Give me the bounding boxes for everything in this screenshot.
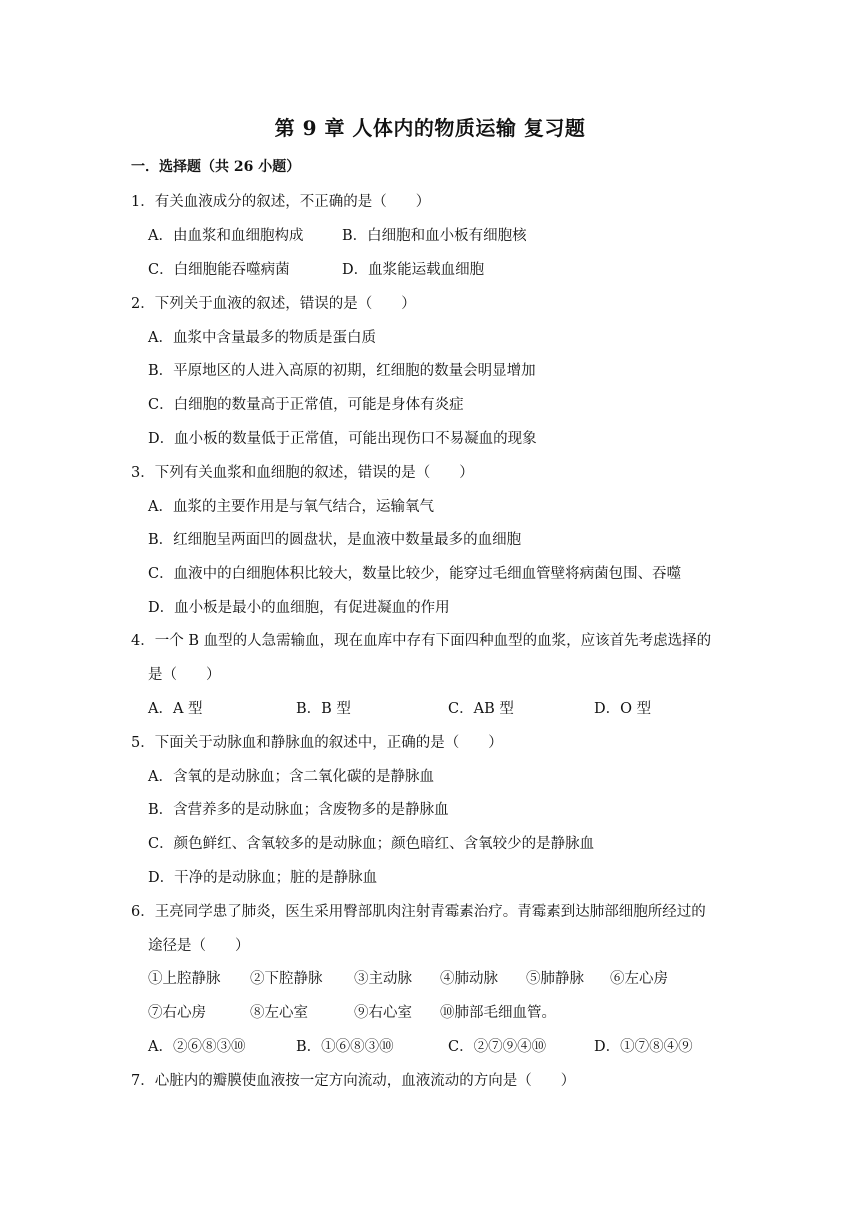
question-6-item: ③主动脉 bbox=[354, 971, 412, 987]
question-6-option-b: B．①⑥⑧③⑩ bbox=[296, 1039, 394, 1055]
question-4-option-b: B．B 型 bbox=[296, 701, 351, 717]
question-1-option-c: C．白细胞能吞噬病菌 bbox=[148, 262, 290, 278]
question-5-option-c: C．颜色鲜红、含氧较多的是动脉血；颜色暗红、含氧较少的是静脉血 bbox=[148, 836, 595, 852]
question-6-item: ④肺动脉 bbox=[440, 971, 498, 987]
section-heading: 一．选择题（共 26 小题） bbox=[131, 159, 301, 175]
question-3-stem: 3．下列有关血浆和血细胞的叙述，错误的是（ ） bbox=[131, 465, 474, 481]
question-3-option-b: B．红细胞呈两面凹的圆盘状，是血液中数量最多的血细胞 bbox=[148, 532, 522, 548]
question-6-item: ⑥左心房 bbox=[610, 971, 668, 987]
question-6-option-c: C．②⑦⑨④⑩ bbox=[448, 1039, 547, 1055]
question-1-option-b: B．白细胞和血小板有细胞核 bbox=[342, 228, 527, 244]
question-6-item: ⑨右心室 bbox=[354, 1005, 412, 1021]
question-3-option-a: A．血浆的主要作用是与氧气结合，运输氧气 bbox=[148, 499, 434, 515]
question-5-option-a: A．含氧的是动脉血；含二氧化碳的是静脉血 bbox=[148, 769, 434, 785]
question-6-item: ⑤肺静脉 bbox=[526, 971, 584, 987]
question-2-option-b: B．平原地区的人进入高原的初期，红细胞的数量会明显增加 bbox=[148, 363, 536, 379]
question-2-stem: 2．下列关于血液的叙述，错误的是（ ） bbox=[131, 296, 416, 312]
question-4-stem: 4．一个 B 血型的人急需输血，现在血库中存有下面四种血型的血浆，应该首先考虑选择的 bbox=[131, 633, 712, 649]
question-3-option-d: D．血小板是最小的血细胞，有促进凝血的作用 bbox=[148, 600, 450, 616]
question-5-option-b: B．含营养多的是动脉血；含废物多的是静脉血 bbox=[148, 802, 449, 818]
question-1-stem: 1．有关血液成分的叙述，不正确的是（ ） bbox=[131, 194, 431, 210]
question-6-item: ⑧左心室 bbox=[250, 1005, 308, 1021]
question-6-item: ⑩肺部毛细血管。 bbox=[440, 1005, 556, 1021]
question-3-option-c: C．血液中的白细胞体积比较大，数量比较少，能穿过毛细血管壁将病菌包围、吞噬 bbox=[148, 566, 682, 582]
question-4-option-c: C．AB 型 bbox=[448, 701, 514, 717]
question-1-option-a: A．由血浆和血细胞构成 bbox=[148, 228, 304, 244]
page-title: 第 9 章 人体内的物质运输 复习题 bbox=[274, 116, 586, 140]
question-2-option-d: D．血小板的数量低于正常值，可能出现伤口不易凝血的现象 bbox=[148, 431, 537, 447]
question-5-stem: 5．下面关于动脉血和静脉血的叙述中，正确的是（ ） bbox=[131, 735, 503, 751]
question-5-option-d: D．干净的是动脉血；脏的是静脉血 bbox=[148, 870, 378, 886]
question-6-option-d: D．①⑦⑧④⑨ bbox=[594, 1039, 693, 1055]
question-7-stem: 7．心脏内的瓣膜使血液按一定方向流动，血液流动的方向是（ ） bbox=[131, 1073, 576, 1089]
question-6-stem-continued: 途径是（ ） bbox=[148, 938, 250, 954]
question-4-option-d: D．O 型 bbox=[594, 701, 652, 717]
question-4-option-a: A．A 型 bbox=[148, 701, 203, 717]
question-1-option-d: D．血浆能运载血细胞 bbox=[342, 262, 485, 278]
question-2-option-a: A．血浆中含量最多的物质是蛋白质 bbox=[148, 330, 376, 346]
question-6-option-a: A．②⑥⑧③⑩ bbox=[148, 1039, 246, 1055]
question-6-item: ⑦右心房 bbox=[148, 1005, 206, 1021]
question-6-item: ①上腔静脉 bbox=[148, 971, 221, 987]
question-6-item: ②下腔静脉 bbox=[250, 971, 323, 987]
question-4-stem-continued: 是（ ） bbox=[148, 667, 221, 683]
question-2-option-c: C．白细胞的数量高于正常值，可能是身体有炎症 bbox=[148, 397, 464, 413]
question-6-stem: 6．王亮同学患了肺炎，医生采用臀部肌肉注射青霉素治疗。青霉素到达肺部细胞所经过的 bbox=[131, 904, 706, 920]
